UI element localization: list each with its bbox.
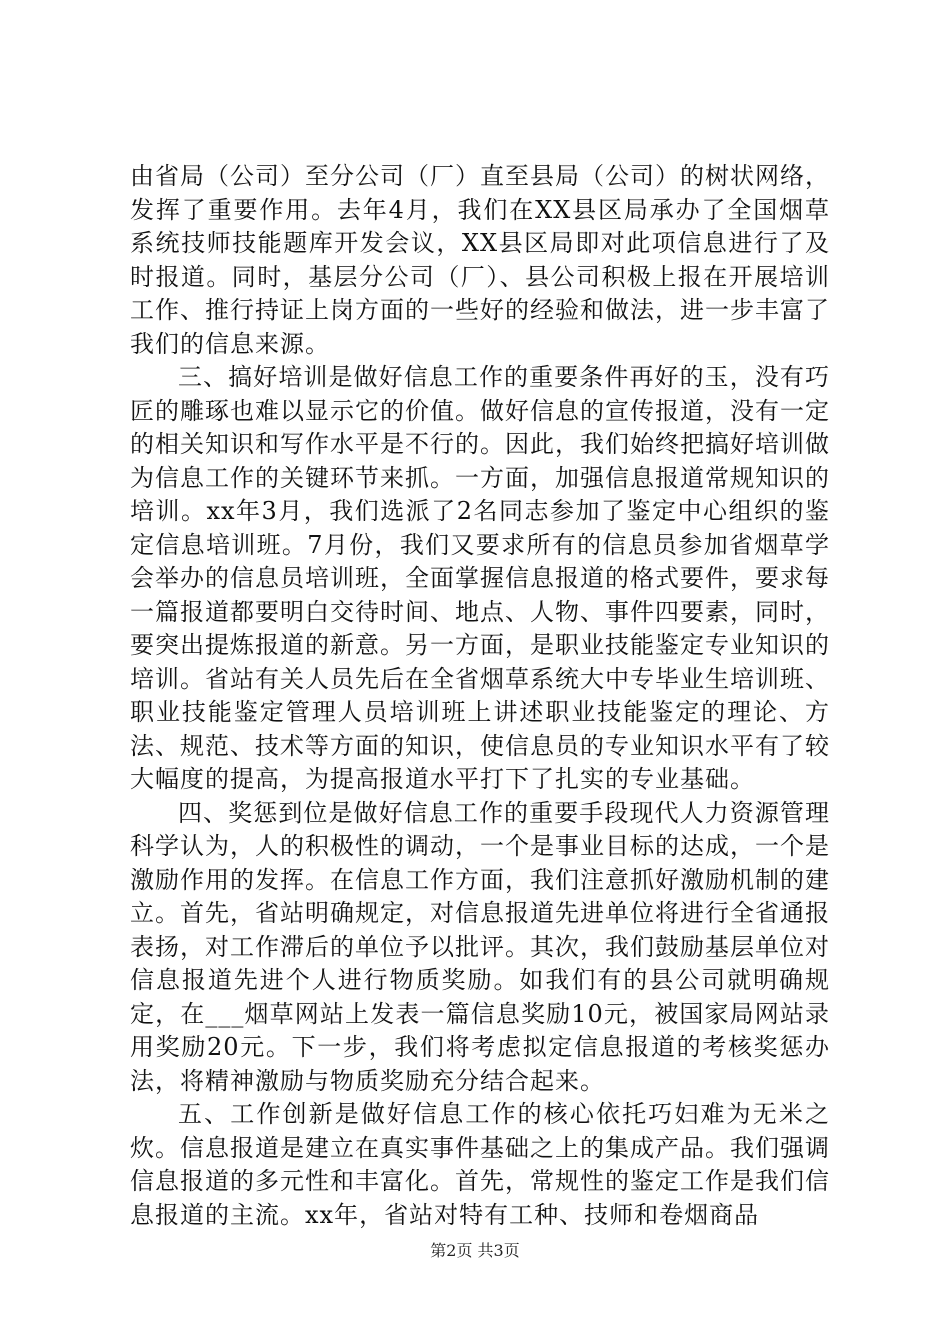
paragraph-rewards: 四、奖惩到位是做好信息工作的重要手段现代人力资源管理科学认为，人的积极性的调动，一个是事业目标的达成，一个是激励作用的发挥。在信息工作方面，我们注意抓好激励机制的建立。首先，省站明确规定，对信息报道先进单位将进行全省通报表扬，对工作滞后的单位予以批评。其次，我们鼓励基层单位对信息报道先进个人进行物质奖励。如我们有的县公司就明确规定，在___烟草网站上发表一篇信息奖励10元，被国家局网站录用奖励20元。下一步，我们将考虑拟定信息报道的考核奖惩办法，将精神激励与物质奖励充分结合起来。 (130, 798, 830, 1095)
paragraph-training: 三、搞好培训是做好信息工作的重要条件再好的玉，没有巧匠的雕琢也难以显示它的价值。做好信息的宣传报道，没有一定的相关知识和写作水平是不行的。因此，我们始终把搞好培训做为信息工作的关键环节来抓。一方面，加强信息报道常规知识的培训。xx年3月，我们选派了2名同志参加了鉴定中心组织的鉴定信息培训班。7月份，我们又要求所有的信息员参加省烟草学会举办的信息员培训班，全面掌握信息报道的格式要件，要求每一篇报道都要明白交待时间、地点、人物、事件四要素，同时，要突出提炼报道的新意。另一方面，是职业技能鉴定专业知识的培训。省站有关人员先后在全省烟草系统大中专毕业生培训班、职业技能鉴定管理人员培训班上讲述职业技能鉴定的理论、方法、规范、技术等方面的知识，使信息员的专业知识水平有了较大幅度的提高，为提高报道水平打下了扎实的专业基础。 (130, 363, 830, 793)
document-body (130, 160, 830, 1232)
page-number-footer: 第2页 共3页 (430, 1241, 520, 1260)
paragraph-continuation: 由省局（公司）至分公司（厂）直至县局（公司）的树状网络，发挥了重要作用。去年4月，我们在XX县区局承办了全国烟草系统技师技能题库开发会议，XX县区局即对此项信息进行了及时报道。同时，基层分公司（厂）、县公司积极上报在开展培训工作、推行持证上岗方面的一些好的经验和做法，进一步丰富了我们的信息来源。 (130, 162, 830, 358)
paragraph-innovation: 五、工作创新是做好信息工作的核心依托巧妇难为无米之炊。信息报道是建立在真实事件基础之上的集成产品。我们强调信息报道的多元性和丰富化。首先，常规性的鉴定工作是我们信息报道的主流。xx年，省站对特有工种、技师和卷烟商品 (130, 1100, 830, 1229)
